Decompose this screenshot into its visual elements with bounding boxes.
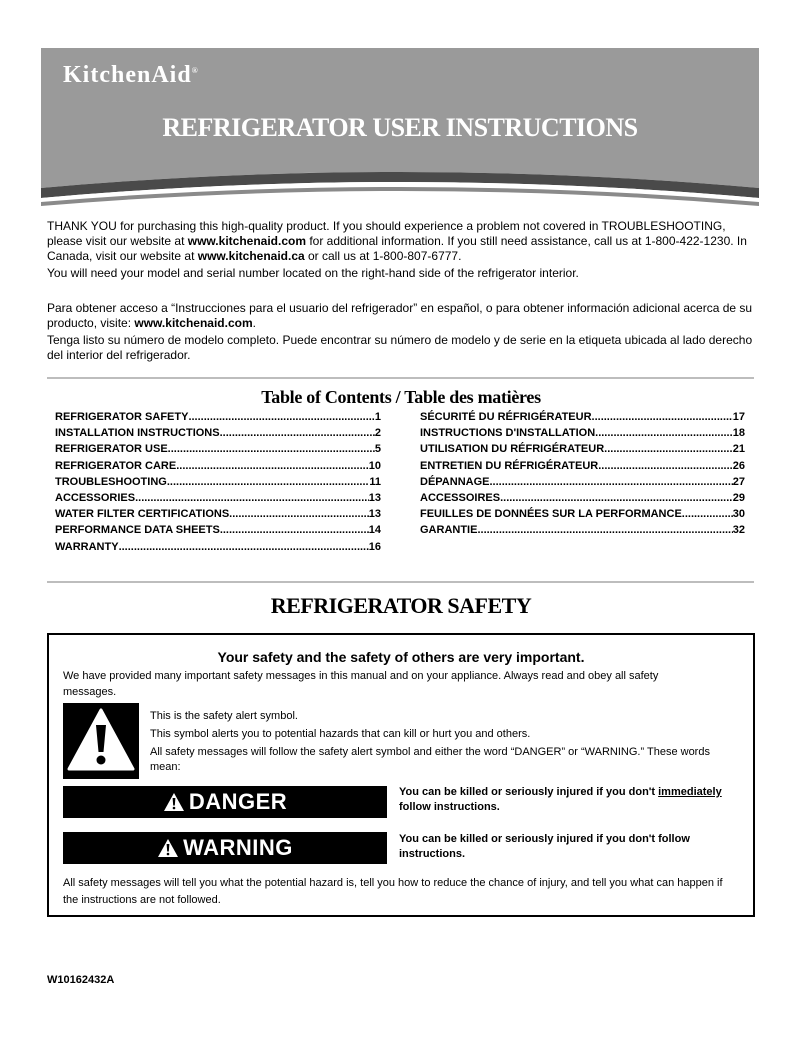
website-link-spanish[interactable]: www.kitchenaid.com	[134, 316, 253, 330]
toc-entry[interactable]	[420, 490, 745, 506]
toc-leader-dots	[595, 425, 733, 441]
toc-entry-label: INSTRUCTIONS D'INSTALLATION	[420, 427, 596, 440]
toc-entry-page: 11	[369, 475, 381, 488]
toc-leader-dots	[168, 441, 375, 457]
toc-entry-page: 14	[368, 524, 381, 537]
toc-entry-page: 30	[732, 508, 745, 521]
toc-entry-page: 10	[368, 459, 381, 472]
toc-leader-dots	[592, 409, 733, 425]
toc-entry-page: 29	[732, 491, 745, 504]
danger-word: DANGER	[188, 789, 288, 814]
danger-signal-bar	[63, 786, 387, 818]
toc-entry[interactable]	[420, 474, 745, 490]
section-title-safety: REFRIGERATOR SAFETY	[270, 593, 532, 618]
toc-entry[interactable]	[420, 522, 745, 538]
toc-entry[interactable]	[55, 441, 381, 457]
toc-entry-label: REFRIGERATOR SAFETY	[55, 411, 189, 423]
danger-alert-icon	[163, 792, 185, 812]
danger-description: You can be killed or seriously injured if you don't immediately follow instructions.	[399, 786, 722, 813]
intro-spanish-paragraph: Para obtener acceso a “Instrucciones para el usuario del refrigerador” en español, o para obtener información adicional acerca de su producto, visite: www.kitchenaid.com.	[47, 301, 753, 330]
toc-entry[interactable]	[55, 490, 381, 506]
warning-signal-bar	[63, 832, 387, 864]
toc-entry-label: TROUBLESHOOTING	[55, 475, 167, 488]
toc-entry-label: ACCESSOIRES	[420, 491, 501, 504]
toc-entry-label: SÉCURITÉ DU RÉFRIGÉRATEUR	[420, 411, 592, 423]
safety-intro: We have provided many important safety messages in this manual and on your appliance. Always read and obey all safety messages.	[63, 670, 659, 698]
toc-entry-page: 17	[732, 411, 745, 423]
intro-model-note: You will need your model and serial number located on the right-hand side of the refrigerator interior.	[47, 266, 579, 280]
toc-leader-dots	[119, 539, 369, 555]
toc-entry[interactable]	[420, 441, 745, 457]
divider	[47, 581, 754, 583]
toc-leader-dots	[188, 409, 374, 425]
toc-leader-dots	[598, 458, 733, 474]
toc-left-column	[55, 409, 381, 555]
toc-entry-label: GARANTIE	[420, 524, 478, 537]
toc-leader-dots	[229, 506, 369, 522]
warning-word: WARNING	[183, 835, 293, 860]
toc-entry[interactable]	[420, 506, 745, 522]
toc-entry-page: 13	[368, 508, 381, 521]
alert-symbol-explanation: This is the safety alert symbol. This symbol alerts you to potential hazards that can kill or hurt you and others. All safety messages will follow the safety alert symbol and either the word “DANGER” or “WARNING.” These words mean:	[150, 710, 710, 773]
toc-leader-dots	[135, 490, 369, 506]
header-banner	[41, 48, 759, 215]
toc-entry-page: 21	[732, 443, 745, 456]
website-link[interactable]: www.kitchenaid.com	[187, 234, 306, 248]
toc-entry-page: 2	[374, 427, 381, 440]
toc-leader-dots	[604, 441, 733, 457]
intro-english-paragraph: THANK YOU for purchasing this high-quality product. If you should experience a problem not covered in TROUBLESHOOTING, please visit our website at www.kitchenaid.com for additional information. If you still need assistance, call us at 1-800-422-1230. In Canada, visit our website at www.kitchenaid.ca or call us at 1-800-807-6777.	[47, 219, 747, 263]
part-number: W10162432A	[47, 974, 115, 986]
toc-entry[interactable]	[55, 539, 381, 555]
toc-entry-page: 5	[374, 443, 381, 456]
toc-entry-label: ACCESSORIES	[55, 491, 136, 504]
safety-box	[47, 633, 755, 917]
toc-leader-dots	[176, 458, 369, 474]
toc-entry-page: 26	[732, 459, 745, 472]
toc-leader-dots	[220, 522, 369, 538]
toc-entry-label: ENTRETIEN DU RÉFRIGÉRATEUR	[420, 459, 599, 472]
intro-spanish-model-note: Tenga listo su número de modelo completo. Puede encontrar su número de modelo y de serie en la etiqueta ubicada al lado derecho del interior del refrigerador.	[47, 333, 753, 362]
toc-leader-dots	[489, 474, 732, 490]
toc-entry[interactable]	[55, 522, 381, 538]
toc-entry-label: FEUILLES DE DONNÉES SUR LA PERFORMANCE	[420, 508, 682, 521]
toc-entry-page: 18	[732, 427, 745, 440]
warning-description: You can be killed or seriously injured if you don't follow instructions.	[399, 833, 690, 860]
safety-footer: All safety messages will tell you what the potential hazard is, tell you how to reduce the chance of injury, and tell you what can happen if the instructions are not followed.	[63, 877, 723, 906]
toc-entry-label: DÉPANNAGE	[420, 475, 490, 488]
toc-leader-dots	[500, 490, 733, 506]
safety-alert-triangle-icon	[63, 703, 139, 779]
toc-entry-label: REFRIGERATOR CARE	[55, 459, 177, 472]
toc-entry-page: 27	[732, 475, 745, 488]
brand-logo: KitchenAid®	[63, 62, 198, 88]
toc-entry-label: WATER FILTER CERTIFICATIONS	[55, 508, 230, 521]
safety-heading: Your safety and the safety of others are very important.	[217, 649, 585, 665]
warning-alert-icon	[157, 838, 179, 858]
toc-entry-page: 32	[732, 524, 745, 537]
toc-entry-page: 16	[368, 540, 381, 553]
toc-leader-dots	[167, 474, 370, 490]
toc-entry-label: UTILISATION DU RÉFRIGÉRATEUR	[420, 443, 605, 456]
toc-entry-page: 1	[374, 411, 381, 423]
divider	[47, 377, 754, 379]
toc-entry[interactable]	[55, 474, 381, 490]
toc-entry-label: REFRIGERATOR USE	[55, 443, 168, 456]
toc-entry[interactable]	[55, 409, 381, 425]
website-link-canada[interactable]: www.kitchenaid.ca	[197, 249, 305, 263]
toc-entry-label: INSTALLATION INSTRUCTIONS	[55, 427, 220, 440]
document-title: REFRIGERATOR USER INSTRUCTIONS	[162, 113, 638, 142]
toc-entry-label: WARRANTY	[55, 540, 119, 553]
toc-right-column	[420, 409, 745, 539]
toc-leader-dots	[682, 506, 733, 522]
toc-entry-page: 13	[368, 491, 381, 504]
toc-title: Table of Contents / Table des matières	[261, 387, 541, 407]
toc-entry-label: PERFORMANCE DATA SHEETS	[55, 524, 220, 537]
toc-entry[interactable]	[420, 458, 745, 474]
toc-entry[interactable]	[55, 458, 381, 474]
toc-entry[interactable]	[55, 506, 381, 522]
toc-entry[interactable]	[420, 425, 745, 441]
toc-entry[interactable]	[55, 425, 381, 441]
toc-leader-dots	[477, 522, 732, 538]
toc-entry[interactable]	[420, 409, 745, 425]
toc-leader-dots	[220, 425, 375, 441]
